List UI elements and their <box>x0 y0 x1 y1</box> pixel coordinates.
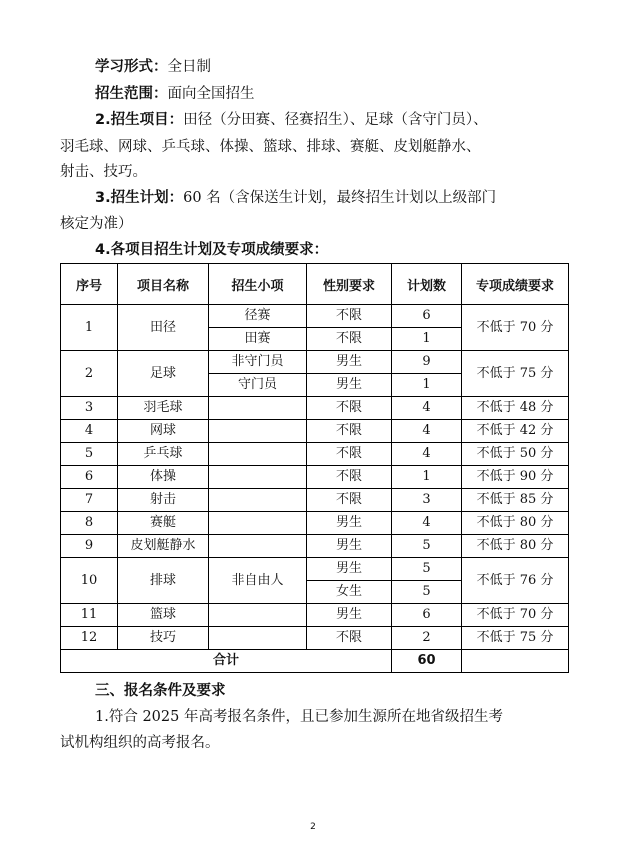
cell-gender: 男生 <box>307 351 392 374</box>
table-row <box>61 627 569 650</box>
cell-sub <box>209 443 307 466</box>
table-row <box>61 305 569 328</box>
cell-plan: 4 <box>392 443 462 466</box>
cell-gender: 不限 <box>307 420 392 443</box>
header-sub: 招生小项 <box>209 264 307 305</box>
enrollment-plan-table <box>60 263 569 673</box>
cell-score: 不低于 76 分 <box>462 558 569 604</box>
enroll-scope-value: 面向全国招生 <box>167 86 255 102</box>
section3-line2: 核定为准） <box>60 216 133 232</box>
cell-name: 排球 <box>118 558 209 604</box>
cell-score: 不低于 70 分 <box>462 604 569 627</box>
cell-no: 3 <box>61 397 118 420</box>
cell-gender: 不限 <box>307 328 392 351</box>
cell-sub <box>209 489 307 512</box>
cell-no: 12 <box>61 627 118 650</box>
table-header-row <box>61 264 569 305</box>
cell-gender: 女生 <box>307 581 392 604</box>
cell-no: 9 <box>61 535 118 558</box>
cell-no: 6 <box>61 466 118 489</box>
cell-gender: 男生 <box>307 535 392 558</box>
cell-plan: 4 <box>392 397 462 420</box>
cell-sub <box>209 535 307 558</box>
cell-gender: 不限 <box>307 466 392 489</box>
section3-num: 3. <box>95 190 111 206</box>
cell-sub <box>209 420 307 443</box>
cell-sub: 径赛 <box>209 305 307 328</box>
cell-score: 不低于 75 分 <box>462 627 569 650</box>
cell-plan: 1 <box>392 374 462 397</box>
enroll-scope-label: 招生范围： <box>95 86 168 102</box>
cell-plan: 1 <box>392 328 462 351</box>
cell-name: 体操 <box>118 466 209 489</box>
cond1-line1: 1.符合 2025 年高考报名条件，且已参加生源所在地省级招生考 <box>95 709 503 725</box>
table-row <box>61 535 569 558</box>
table-row <box>61 420 569 443</box>
header-score: 专项成绩要求 <box>462 264 569 305</box>
section2-line1 <box>95 110 570 130</box>
section3-line1 <box>95 188 570 208</box>
total-value: 60 <box>392 650 462 673</box>
cell-gender: 男生 <box>307 374 392 397</box>
table-row <box>61 443 569 466</box>
cell-gender: 不限 <box>307 627 392 650</box>
total-label: 合计 <box>61 650 392 673</box>
table-row <box>61 512 569 535</box>
cell-score: 不低于 42 分 <box>462 420 569 443</box>
cell-score: 不低于 80 分 <box>462 535 569 558</box>
header-no: 序号 <box>61 264 118 305</box>
section3-label: 招生计划： <box>110 190 184 206</box>
cell-sub: 田赛 <box>209 328 307 351</box>
cell-name: 网球 <box>118 420 209 443</box>
cell-name: 羽毛球 <box>118 397 209 420</box>
cell-gender: 不限 <box>307 443 392 466</box>
cell-plan: 4 <box>392 512 462 535</box>
cell-score: 不低于 80 分 <box>462 512 569 535</box>
table-row <box>61 489 569 512</box>
cell-gender: 男生 <box>307 558 392 581</box>
cell-name: 足球 <box>118 351 209 397</box>
section4-num: 4. <box>95 242 111 258</box>
table-row <box>61 397 569 420</box>
cell-plan: 5 <box>392 558 462 581</box>
header-gender: 性别要求 <box>307 264 392 305</box>
cell-name: 射击 <box>118 489 209 512</box>
cell-gender: 不限 <box>307 397 392 420</box>
section4-label: 各项目招生计划及专项成绩要求： <box>110 242 329 258</box>
section-iii-title: 三、报名条件及要求 <box>95 683 226 699</box>
cell-no: 11 <box>61 604 118 627</box>
cell-score: 不低于 85 分 <box>462 489 569 512</box>
table-row <box>61 466 569 489</box>
section3-text1: 60 名（含保送生计划，最终招生计划以上级部门 <box>183 190 497 206</box>
cell-no: 2 <box>61 351 118 397</box>
cell-name: 田径 <box>118 305 209 351</box>
header-name: 项目名称 <box>118 264 209 305</box>
cell-sub: 守门员 <box>209 374 307 397</box>
cell-score: 不低于 70 分 <box>462 305 569 351</box>
cell-no: 5 <box>61 443 118 466</box>
section2-line2: 羽毛球、网球、乒乓球、体操、篮球、排球、赛艇、皮划艇静水、 <box>60 139 481 155</box>
cell-no: 4 <box>61 420 118 443</box>
cell-name: 皮划艇静水 <box>118 535 209 558</box>
study-form-line <box>95 57 570 77</box>
cell-score: 不低于 50 分 <box>462 443 569 466</box>
cell-sub <box>209 604 307 627</box>
cell-score: 不低于 48 分 <box>462 397 569 420</box>
cell-gender: 不限 <box>307 489 392 512</box>
cell-plan: 3 <box>392 489 462 512</box>
cell-plan: 6 <box>392 604 462 627</box>
table-total-row <box>61 650 569 673</box>
cell-sub: 非守门员 <box>209 351 307 374</box>
section2-label: 招生项目： <box>110 112 184 128</box>
cell-sub: 非自由人 <box>209 558 307 604</box>
table-row <box>61 604 569 627</box>
cell-score: 不低于 75 分 <box>462 351 569 397</box>
cell-plan: 9 <box>392 351 462 374</box>
cell-no: 1 <box>61 305 118 351</box>
section4-heading <box>95 240 570 260</box>
section2-text1: 田径（分田赛、径赛招生）、足球（含守门员）、 <box>183 112 488 128</box>
cell-plan: 5 <box>392 535 462 558</box>
cell-gender: 男生 <box>307 512 392 535</box>
cell-gender: 男生 <box>307 604 392 627</box>
cell-plan: 2 <box>392 627 462 650</box>
page-number: 2 <box>310 822 316 832</box>
enroll-scope-line <box>95 84 570 104</box>
cell-no: 8 <box>61 512 118 535</box>
table-row <box>61 351 569 374</box>
cell-no: 10 <box>61 558 118 604</box>
cell-plan: 5 <box>392 581 462 604</box>
cell-plan: 1 <box>392 466 462 489</box>
cell-plan: 4 <box>392 420 462 443</box>
cell-no: 7 <box>61 489 118 512</box>
table-row <box>61 558 569 581</box>
cell-score: 不低于 90 分 <box>462 466 569 489</box>
total-empty-cell <box>462 650 569 673</box>
study-form-label: 学习形式： <box>95 59 168 75</box>
section2-line3: 射击、技巧。 <box>60 164 147 180</box>
cell-sub <box>209 397 307 420</box>
cell-name: 技巧 <box>118 627 209 650</box>
cell-name: 赛艇 <box>118 512 209 535</box>
cell-name: 篮球 <box>118 604 209 627</box>
header-plan: 计划数 <box>392 264 462 305</box>
cell-sub <box>209 512 307 535</box>
section2-num: 2. <box>95 112 111 128</box>
cell-gender: 不限 <box>307 305 392 328</box>
cell-sub <box>209 466 307 489</box>
cond1-line2: 试机构组织的高考报名。 <box>60 735 220 751</box>
cell-name: 乒乓球 <box>118 443 209 466</box>
cell-sub <box>209 627 307 650</box>
study-form-value: 全日制 <box>167 59 211 75</box>
cell-plan: 6 <box>392 305 462 328</box>
